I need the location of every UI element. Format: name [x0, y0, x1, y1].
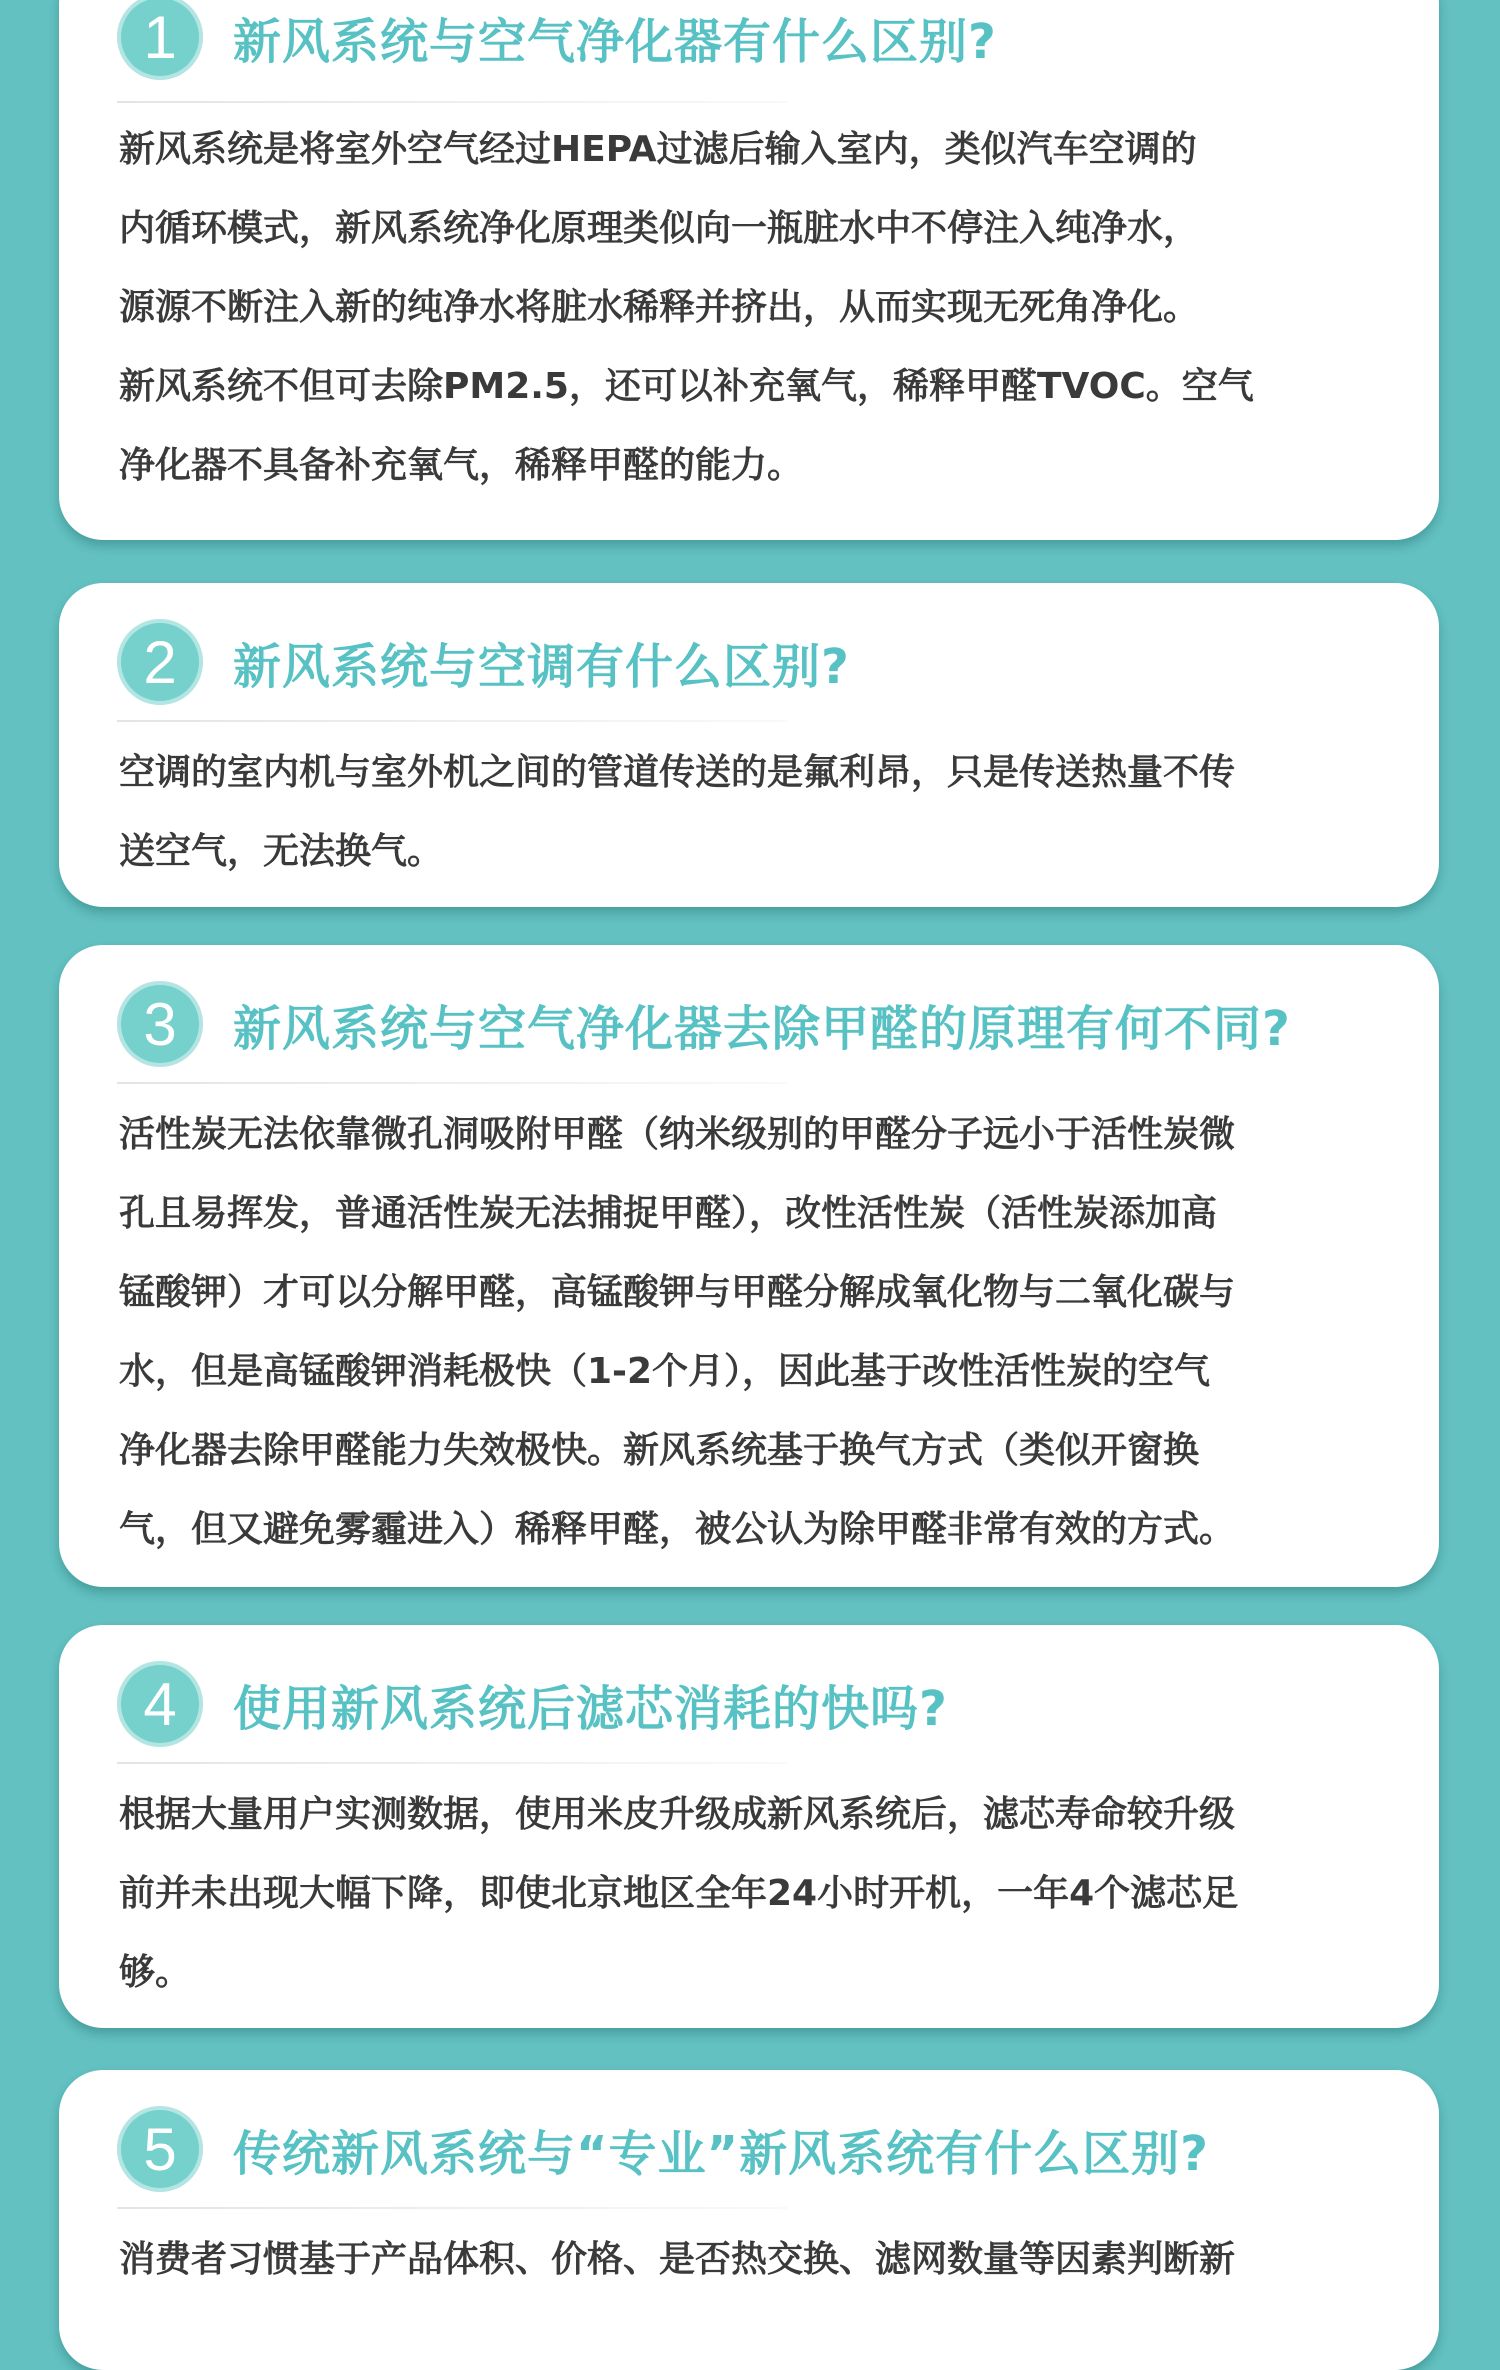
title-divider-3 [117, 1082, 787, 1084]
faq-title-5: 传统新风系统与“专业”新风系统有什么区别? [233, 2125, 1209, 2182]
faq-header-5 [117, 2106, 1209, 2192]
faq-answer-5: 消费者习惯基于产品体积、价格、是否热交换、滤网数量等因素判断新 [119, 2239, 1236, 2280]
number-badge-2: 2 [117, 619, 203, 705]
title-divider-2 [117, 720, 787, 722]
faq-card-3 [59, 945, 1439, 1587]
faq-header-4 [117, 1661, 948, 1747]
faq-title-2: 新风系统与空调有什么区别? [233, 638, 850, 695]
faq-title-3: 新风系统与空气净化器去除甲醛的原理有何不同? [233, 1000, 1291, 1057]
number-badge-5: 5 [117, 2106, 203, 2192]
faq-answer-3: 活性炭无法依靠微孔洞吸附甲醛（纳米级别的甲醛分子远小于活性炭微 孔且易挥发，普通活性炭无法捕捉甲醛），改性活性炭（活性炭添加高 锰酸钾）才可以分解甲醛，高锰酸钾与甲醛分解成氧化物与二氧化碳与 水，但是高锰酸钾消耗极快（1-2个月），因此基于改性活性炭的空气 净化器去除甲醛能力失效极快。新风系统基于换气方式（类似开窗换 气，但又避免雾霾进入）稀释甲醛，被公认为除甲醛非常有效的方式。 [119, 1114, 1236, 1550]
title-divider-5 [117, 2207, 787, 2209]
faq-card-5 [59, 2070, 1439, 2370]
faq-header-2 [117, 619, 850, 705]
title-divider-1 [117, 101, 787, 103]
faq-card-2 [59, 583, 1439, 907]
faq-header-3 [117, 981, 1291, 1067]
number-badge-1: 1 [117, 0, 203, 80]
faq-answer-4: 根据大量用户实测数据，使用米皮升级成新风系统后，滤芯寿命较升级 前并未出现大幅下降，即使北京地区全年24小时开机，一年4个滤芯足 够。 [119, 1794, 1239, 1993]
faq-header-1 [117, 0, 997, 80]
number-badge-4: 4 [117, 1661, 203, 1747]
number-badge-3: 3 [117, 981, 203, 1067]
faq-answer-2: 空调的室内机与室外机之间的管道传送的是氟利昂，只是传送热量不传 送空气，无法换气。 [119, 752, 1236, 872]
faq-title-4: 使用新风系统后滤芯消耗的快吗? [233, 1680, 948, 1737]
title-divider-4 [117, 1762, 787, 1764]
faq-title-1: 新风系统与空气净化器有什么区别? [233, 13, 997, 70]
faq-answer-1: 新风系统是将室外空气经过HEPA过滤后输入室内，类似汽车空调的 内循环模式，新风系统净化原理类似向一瓶脏水中不停注入纯净水， 源源不断注入新的纯净水将脏水稀释并挤出，从而实现无死角净化。 新风系统不但可去除PM2.5，还可以补充氧气，稀释甲醛TVOC。空气 净化器不具备补充氧气，稀释甲醛的能力。 [119, 129, 1254, 486]
faq-card-1 [59, 0, 1439, 540]
faq-card-4 [59, 1625, 1439, 2028]
